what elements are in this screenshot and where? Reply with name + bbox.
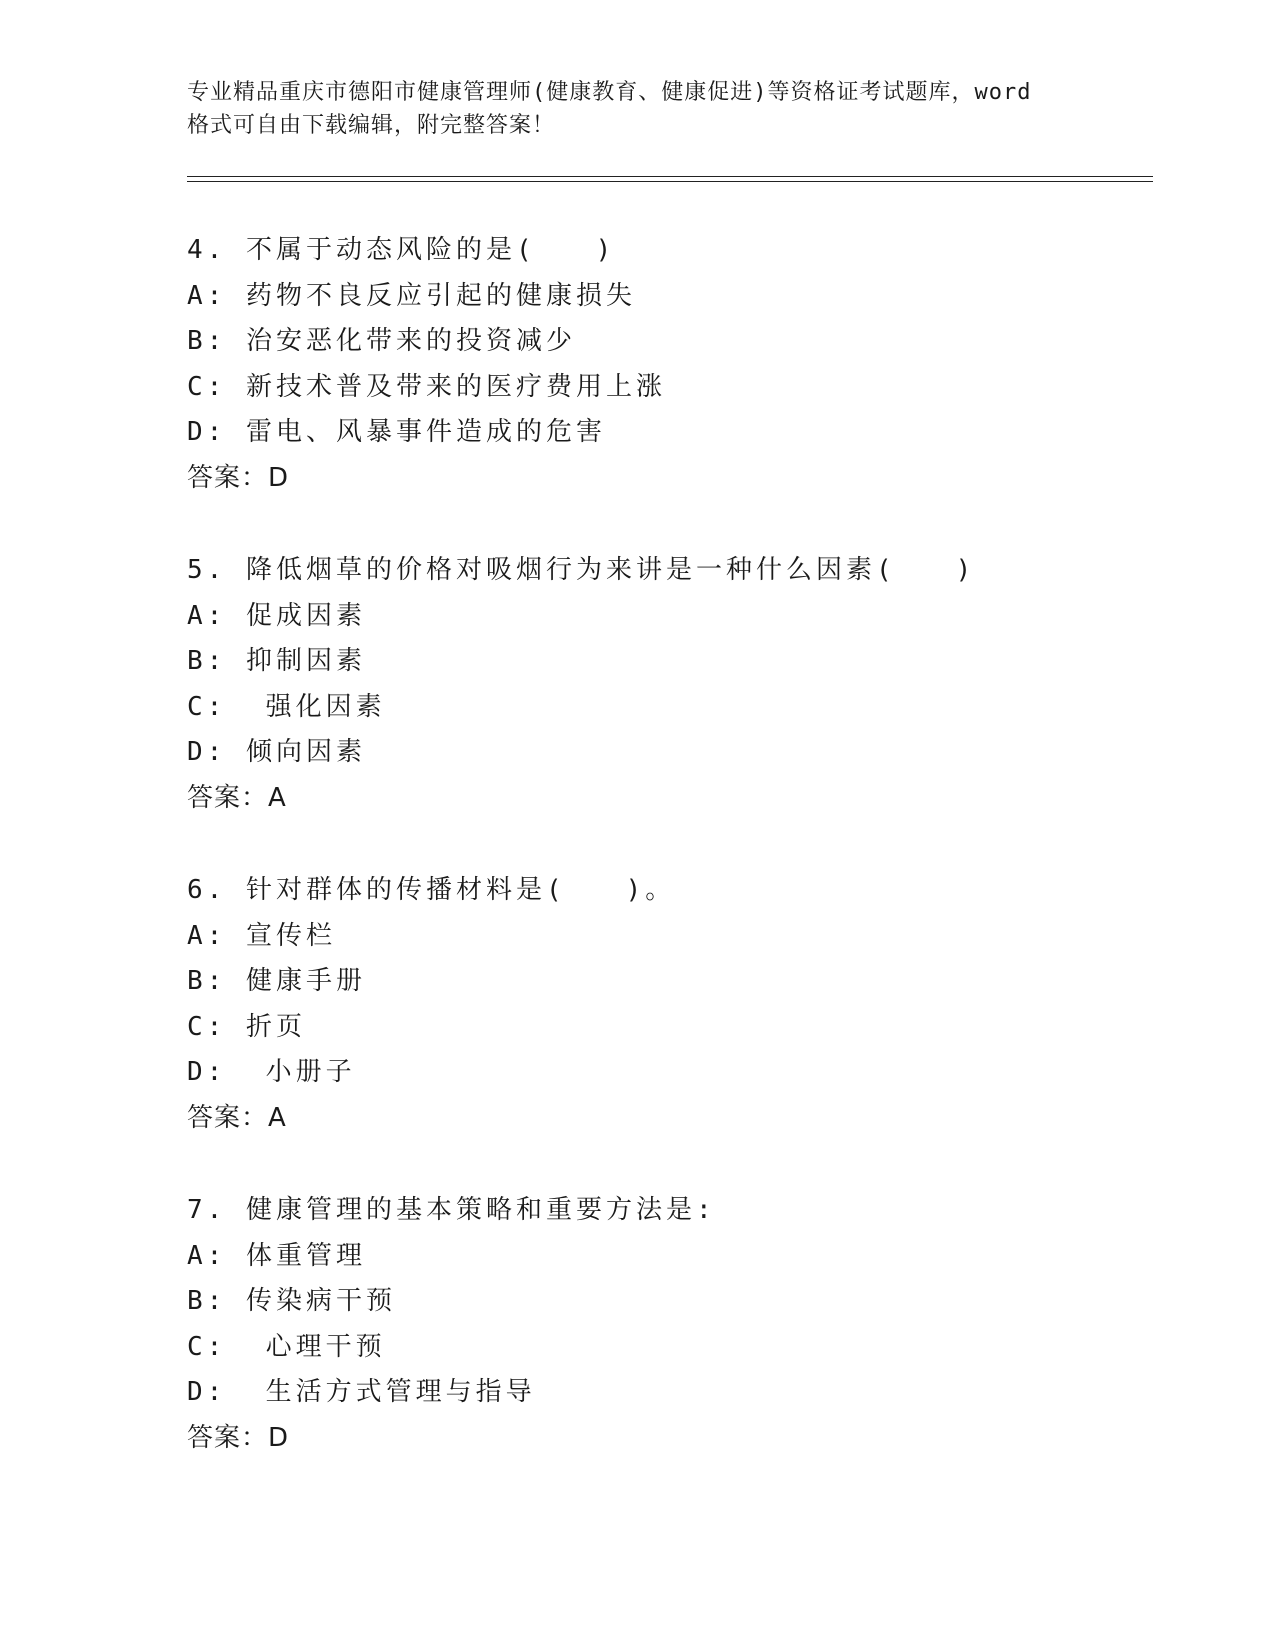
option-d: D: 倾向因素 [187, 737, 366, 767]
question-block [187, 228, 1153, 501]
question-stem: 5. 降低烟草的价格对吸烟行为来讲是一种什么因素( ) [187, 555, 976, 585]
option-a: A: 药物不良反应引起的健康损失 [187, 280, 636, 311]
answer-key: 答案：D [187, 1422, 290, 1453]
answer-key: 答案：A [187, 782, 287, 813]
question-stem: 4. 不属于动态风险的是( ) [187, 235, 616, 265]
question-stem: 6. 针对群体的传播材料是( )。 [187, 875, 676, 905]
header-note [187, 76, 1087, 142]
answer-key: 答案：A [187, 1102, 287, 1133]
option-d: D: 雷电、风暴事件造成的危害 [187, 417, 606, 447]
question-block [187, 1188, 1153, 1461]
option-b: B: 传染病干预 [187, 1286, 396, 1316]
header-note-line-1: 专业精品重庆市德阳市健康管理师(健康教育、健康促进)等资格证考试题库，word [187, 80, 1032, 105]
question-block [187, 868, 1153, 1141]
option-b: B: 抑制因素 [187, 646, 366, 676]
header-divider-bottom [187, 181, 1153, 182]
header-note-line-2: 格式可自由下载编辑，附完整答案！ [187, 113, 556, 138]
option-d: D: 小册子 [187, 1057, 356, 1087]
option-b: B: 健康手册 [187, 966, 366, 996]
option-b: B: 治安恶化带来的投资减少 [187, 326, 576, 356]
option-a: A: 促成因素 [187, 600, 366, 631]
answer-key: 答案：D [187, 462, 290, 493]
option-c: C: 折页 [187, 1011, 306, 1042]
option-a: A: 宣传栏 [187, 920, 336, 951]
option-c: C: 强化因素 [187, 691, 386, 722]
question-block [187, 548, 1153, 821]
option-a: A: 体重管理 [187, 1240, 366, 1271]
option-c: C: 新技术普及带来的医疗费用上涨 [187, 371, 666, 402]
option-c: C: 心理干预 [187, 1331, 386, 1362]
question-stem: 7. 健康管理的基本策略和重要方法是: [187, 1195, 716, 1225]
header-divider-top [187, 176, 1153, 177]
option-d: D: 生活方式管理与指导 [187, 1377, 536, 1407]
